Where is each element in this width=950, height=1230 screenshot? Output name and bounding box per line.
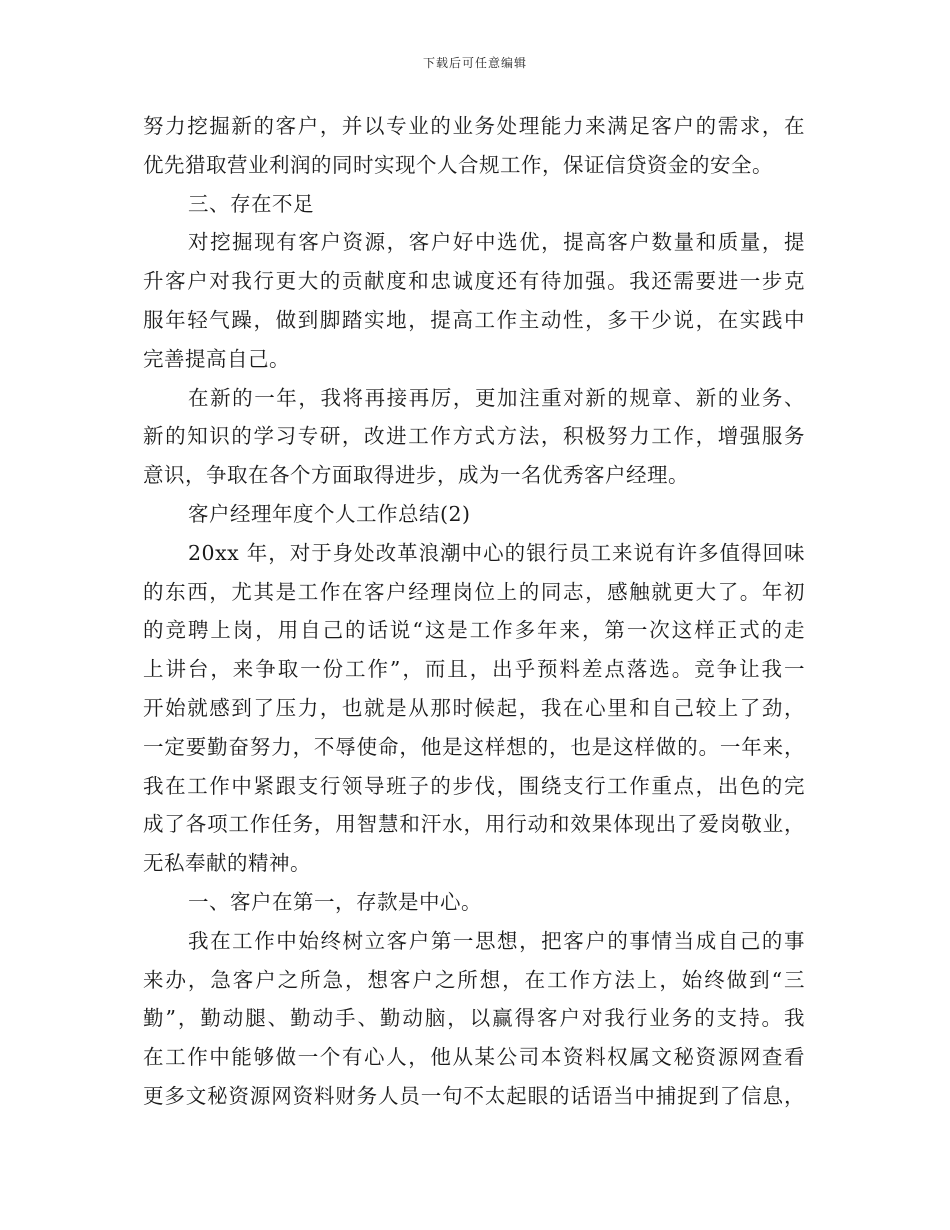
text-line: 服年轻气躁，做到脚踏实地，提高工作主动性，多干少说，在实践中 xyxy=(143,307,805,332)
text-line: 上讲台，来争取一份工作”，而且，出乎预料差点落选。竞争让我一 xyxy=(143,657,805,682)
text-line: 三、存在不足 xyxy=(188,191,314,216)
text-line: 我在工作中紧跟支行领导班子的步伐，围绕支行工作重点，出色的完 xyxy=(143,773,805,798)
text-line: 勤”，勤动腿、勤动手、勤动脑，以赢得客户对我行业务的支持。我 xyxy=(143,1006,805,1031)
text-line: 开始就感到了压力，也就是从那时候起，我在心里和自己较上了劲， xyxy=(143,695,805,720)
text-line: 完善提高自己。 xyxy=(143,346,290,371)
text-line: 在新的一年，我将再接再厉，更加注重对新的规章、新的业务、 xyxy=(188,385,805,410)
text-line: 成了各项工作任务，用智慧和汗水，用行动和效果体现出了爱岗敬业， xyxy=(143,812,805,837)
text-line: 更多文秘资源网资料财务人员一句不太起眼的话语当中捕捉到了信息， xyxy=(143,1083,805,1108)
text-line: 新的知识的学习专研，改进工作方式方法，积极努力工作，增强服务 xyxy=(143,424,805,449)
text-line: 优先猎取营业利润的同时实现个人合规工作，保证信贷资金的安全。 xyxy=(143,152,773,177)
text-line: 对挖掘现有客户资源，客户好中选优，提高客户数量和质量，提 xyxy=(188,230,805,255)
document-body xyxy=(143,107,805,1116)
text-line: 无私奉献的精神。 xyxy=(143,851,311,876)
text-line: 一、客户在第一，存款是中心。 xyxy=(188,889,482,914)
text-line: 客户经理年度个人工作总结(2) xyxy=(188,501,471,526)
text-line: 在工作中能够做一个有心人，他从某公司本资料权属文秘资源网查看 xyxy=(143,1045,805,1070)
text-line: 的竞聘上岗，用自己的话说“这是工作多年来，第一次这样正式的走 xyxy=(143,618,805,643)
text-line: 我在工作中始终树立客户第一思想，把客户的事情当成自己的事 xyxy=(188,928,805,953)
text-line: 努力挖掘新的客户，并以专业的业务处理能力来满足客户的需求，在 xyxy=(143,114,805,138)
page-header-note: 下载后可任意编辑 xyxy=(422,56,527,70)
text-line: 一定要勤奋努力，不辱使命，他是这样想的，也是这样做的。一年来， xyxy=(143,734,805,759)
text-line: 的东西，尤其是工作在客户经理岗位上的同志，感触就更大了。年初 xyxy=(143,579,805,604)
text-line: 来办，急客户之所急，想客户之所想，在工作方法上，始终做到“三 xyxy=(143,967,805,992)
text-line: 升客户对我行更大的贡献度和忠诚度还有待加强。我还需要进一步克 xyxy=(143,269,805,294)
text-line: 20xx 年，对于身处改革浪潮中心的银行员工来说有许多值得回味 xyxy=(188,540,805,565)
text-line: 意识，争取在各个方面取得进步，成为一名优秀客户经理。 xyxy=(143,463,689,488)
